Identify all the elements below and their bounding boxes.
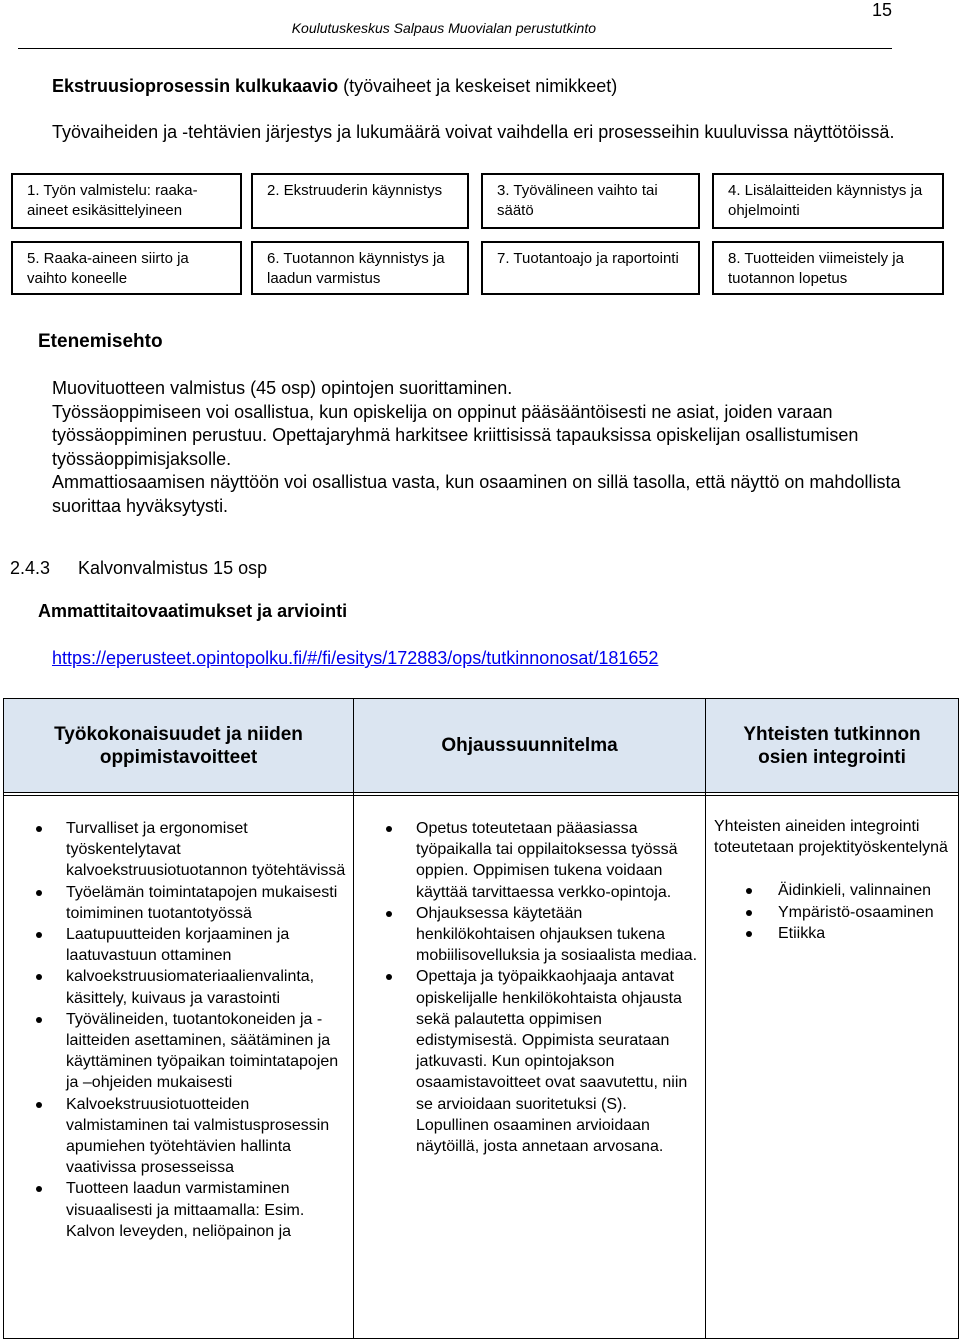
flow-step-3: 3. Työvälineen vaihto tai säätö	[481, 173, 700, 229]
progression-text	[52, 377, 932, 518]
running-header: Koulutuskeskus Salpaus Muovialan perustutkinto	[291, 20, 596, 36]
flowchart-heading-rest: (työvaiheet ja keskeiset nimikkeet)	[338, 76, 618, 96]
list-item: Ohjauksessa käytetään henkilökohtaisen ohjauksen tukena mobiilisovelluksia ja sosiaalista mediaa.	[360, 903, 699, 967]
progression-paragraph: Ammattiosaamisen näyttöön voi osallistua vasta, kun osaaminen on sillä tasolla, että näyttö on mahdollista suorittaa hyväksytysti.	[52, 472, 901, 516]
flow-step-7: 7. Tuotantoajo ja raportointi	[481, 241, 700, 295]
flow-step-8: 8. Tuotteiden viimeistely ja tuotannon lopetus	[712, 241, 944, 295]
column-header-work-units: Työkokonaisuudet ja niiden oppimistavoitteet	[4, 699, 354, 793]
unit-number: 2.4.3	[10, 558, 51, 578]
table-row	[4, 796, 959, 1339]
list-item: Etiikka	[712, 923, 952, 944]
list-item: Opetus toteutetaan pääasiassa työpaikalla tai oppilaitoksessa työssä oppien. Oppimisen tukena voidaan käyttää tarvittaessa verkko-opintoja.	[360, 818, 699, 903]
page-number: 15	[872, 0, 893, 20]
list-item: Kalvoekstruusiotuotteiden valmistaminen tai valmistusprosessin apumiehen työtehtävien hallinta vaativissa prosesseissa	[10, 1094, 347, 1179]
requirements-link[interactable]: https://eperusteet.opintopolku.fi/#/fi/esitys/172883/ops/tutkinnonosat/181652	[52, 648, 659, 668]
flowchart-heading	[52, 76, 617, 97]
list-item: kalvoekstruusiomateriaalienvalinta, käsittely, kuivaus ja varastointi	[10, 966, 347, 1008]
requirements-title: Ammattitaitovaatimukset ja arviointi	[38, 601, 348, 621]
integration-cell	[706, 796, 959, 1339]
unit-title: Kalvonvalmistus 15 osp	[78, 558, 268, 578]
integration-list	[712, 880, 952, 944]
progression-paragraph: Muovituotteen valmistus (45 osp) opintojen suorittaminen.	[52, 378, 513, 398]
table-header-row	[4, 699, 959, 793]
list-item: Äidinkieli, valinnainen	[712, 880, 952, 901]
progression-paragraph: Työssäoppimiseen voi osallistua, kun opiskelija on oppinut pääsääntöisesti ne asiat, joiden varaan työssäoppiminen perustuu. Opettajaryhmä harkitsee kriittisissä tapauksissa opiskelijan osallistumisen työssäoppimisjaksolle.	[52, 401, 859, 469]
list-item: Opettaja ja työpaikkaohjaaja antavat opiskelijalle henkilökohtaista ohjausta sekä palautetta oppimisen edistymisestä. Oppimista seurataan jatkuvasti. Kun opintojakson osaamistavoitteet ovat saavutettu, niin se arvioidaan suoritetuksi (S). Lopullinen osaaminen arvioidaan näytöillä, josta annetaan arvosana.	[360, 966, 699, 1157]
work-units-list	[10, 818, 347, 1242]
curriculum-table	[3, 698, 959, 1339]
list-item: Työvälineiden, tuotantokoneiden ja -laitteiden asettaminen, säätäminen ja käyttäminen työpaikan toimintatapojen ja –ohjeiden mukaisesti	[10, 1009, 347, 1094]
list-item: Tuotteen laadun varmistaminen visuaalisesti ja mittaamalla: Esim. Kalvon leveyden, neliöpainon ja	[10, 1178, 347, 1242]
flow-step-4: 4. Lisälaitteiden käynnistys ja ohjelmointi	[712, 173, 944, 229]
list-item: Ympäristö-osaaminen	[712, 902, 952, 923]
flowchart-heading-bold: Ekstruusioprosessin kulkukaavio	[52, 76, 339, 96]
progression-title: Etenemisehto	[38, 331, 163, 352]
integration-intro: Yhteisten aineiden integrointi toteutetaan projektityöskentelynä	[714, 818, 948, 857]
flow-step-6: 6. Tuotannon käynnistys ja laadun varmistus	[251, 241, 469, 295]
guidance-plan-list	[360, 818, 699, 1157]
flow-step-2: 2. Ekstruuderin käynnistys	[251, 173, 469, 229]
column-header-integration: Yhteisten tutkinnon osien integrointi	[706, 699, 959, 793]
list-item: Laatupuutteiden korjaaminen ja laatuvastuun ottaminen	[10, 924, 347, 966]
work-units-cell	[4, 796, 354, 1339]
header-divider	[18, 48, 892, 49]
flow-step-5: 5. Raaka-aineen siirto ja vaihto koneelle	[11, 241, 242, 295]
list-item: Työelämän toimintatapojen mukaisesti toimiminen tuotantotyössä	[10, 882, 347, 924]
list-item: Turvalliset ja ergonomiset työskentelytavat kalvoekstruusiotuotannon työtehtävissä	[10, 818, 347, 882]
guidance-plan-cell	[354, 796, 706, 1339]
column-header-guidance-plan: Ohjaussuunnitelma	[354, 699, 706, 793]
flow-step-1: 1. Työn valmistelu: raaka-aineet esikäsittelyineen	[11, 173, 242, 229]
flowchart-intro: Työvaiheiden ja -tehtävien järjestys ja lukumäärä voivat vaihdella eri prosesseihin kuuluvissa näyttötöissä.	[52, 122, 895, 142]
